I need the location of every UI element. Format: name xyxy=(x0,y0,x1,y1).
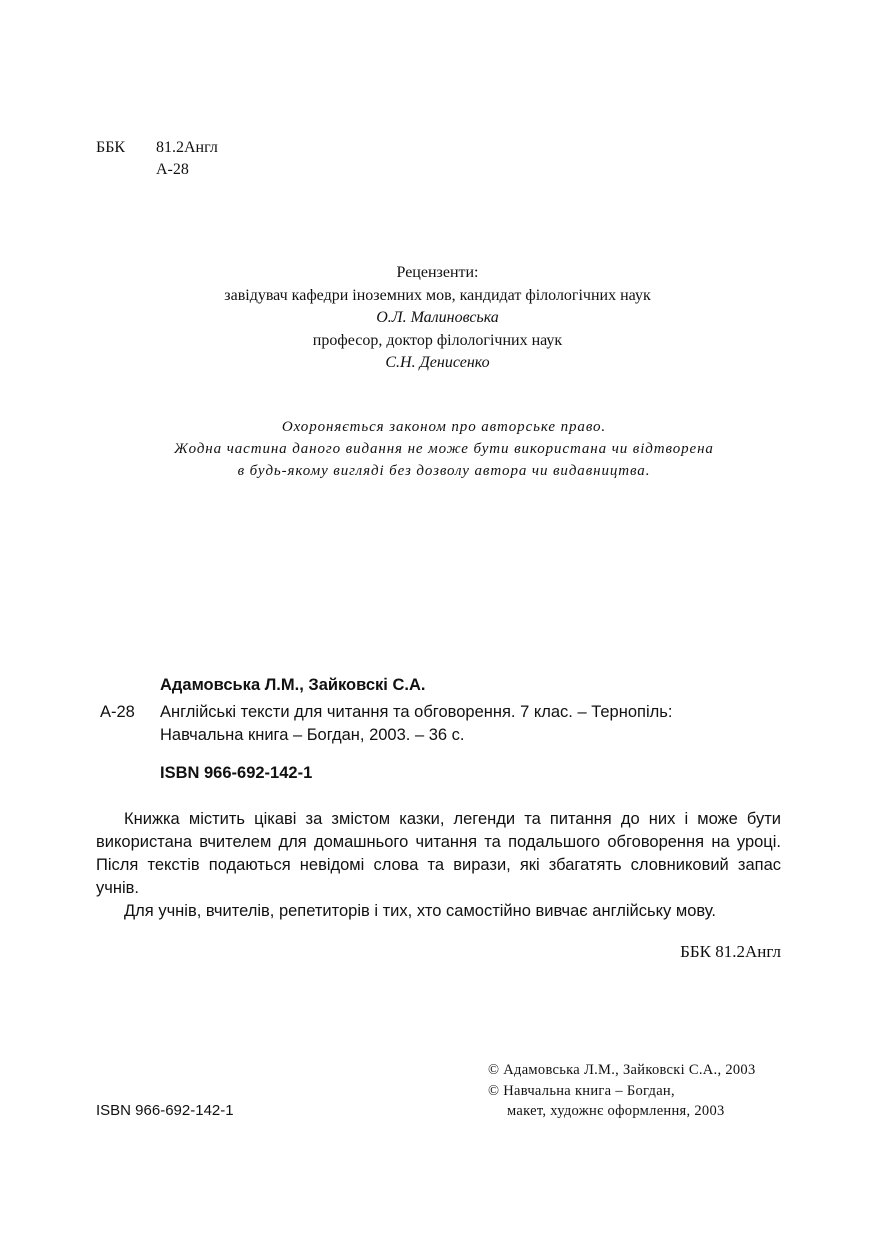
abstract xyxy=(96,808,781,923)
entry-code: А-28 xyxy=(100,703,135,721)
reviewer-1-position: завідувач кафедри іноземних мов, кандидат філологічних наук xyxy=(224,286,651,304)
entry-title-line: Англійські тексти для читання та обговорення. 7 клас. – Тернопіль: xyxy=(160,703,673,721)
reviewers-title: Рецензенти: xyxy=(396,264,479,281)
copyright-notice-line: Охороняється законом про авторське право. xyxy=(281,419,607,435)
reviewers-block xyxy=(0,262,875,375)
footer-copyright-design: макет, художнє оформлення, 2003 xyxy=(507,1103,725,1119)
abstract-paragraph: Для учнів, вчителів, репетиторів і тих, хто самостійно вивчає англійську мову. xyxy=(124,902,716,920)
author-mark: А-28 xyxy=(156,161,189,178)
bbk-bottom: ББК 81.2Англ xyxy=(680,942,781,961)
copyright-notice-line: в будь-якому вигляді без дозволу автора чи видавництва. xyxy=(237,463,651,479)
reviewer-2-position: професор, доктор філологічних наук xyxy=(312,331,563,349)
abstract-paragraph: Книжка містить цікаві за змістом казки, легенди та питання до них і може бути використана вчителем для домашнього читання та подальшого обговорення на уроці. Після текстів подаються невідомі слова та вирази, які збагатять словниковий запас учнів. xyxy=(96,810,781,897)
entry-isbn: ISBN 966-692-142-1 xyxy=(160,764,313,782)
entry-authors: Адамовська Л.М., Зайковскі С.А. xyxy=(160,676,426,694)
bbk-code: 81.2Англ xyxy=(156,139,218,156)
copyright-notice-line: Жодна частина даного видання не може бути використана чи відтворена xyxy=(174,441,714,457)
bbk-label: ББК xyxy=(96,139,126,156)
footer-copyright-publisher: © Навчальна книга – Богдан, xyxy=(488,1083,675,1099)
reviewer-1-name: О.Л. Малиновська xyxy=(376,309,499,326)
copyright-notice xyxy=(0,416,875,482)
reviewer-2-name: С.Н. Денисенко xyxy=(385,354,490,371)
footer-isbn: ISBN 966-692-142-1 xyxy=(96,1102,234,1119)
footer-copyright-authors: © Адамовська Л.М., Зайковскі С.А., 2003 xyxy=(488,1062,756,1078)
entry-publisher-line: Навчальна книга – Богдан, 2003. – 36 с. xyxy=(160,726,465,744)
